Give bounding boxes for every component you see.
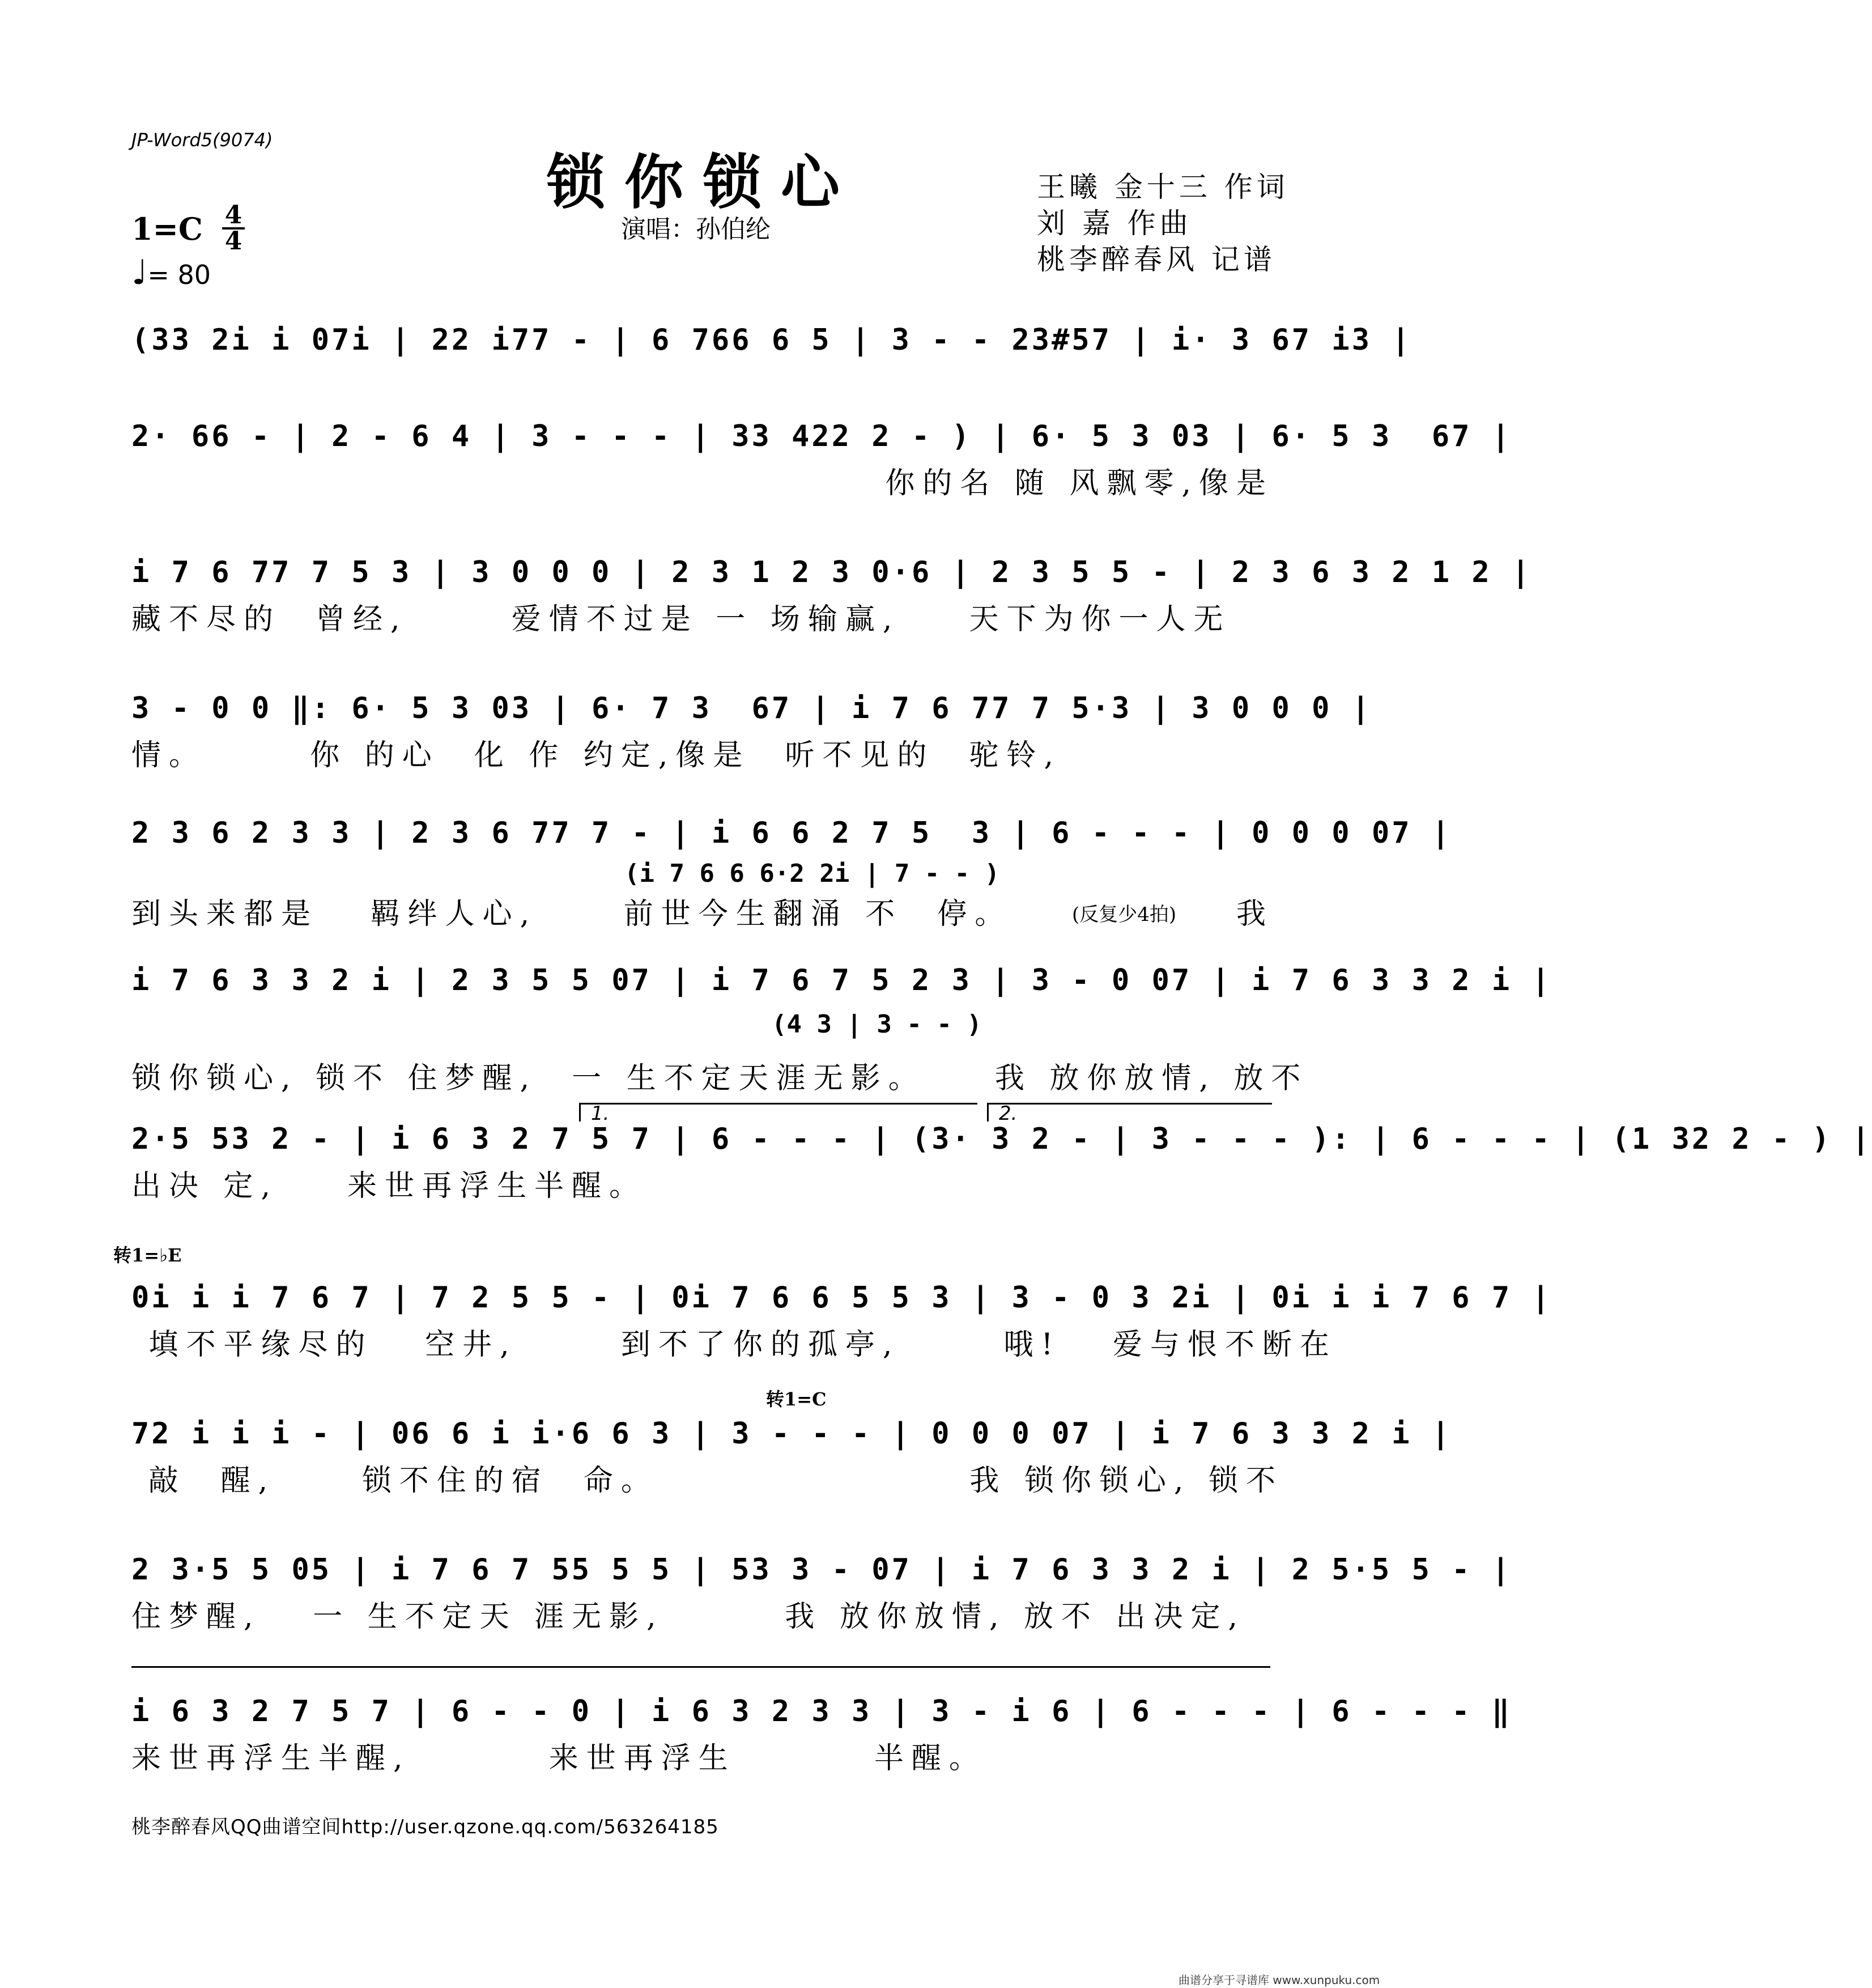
- notes-line: i 7 6 77 7 5 3 | 3 0 0 0 | 2 3 1 2 3 0·6 | 2 3 5 5 - | 2 3 6 3 2 1 2 |: [131, 555, 1532, 589]
- key-change-marking: 转1=C: [766, 1388, 827, 1410]
- lyrics-line: 住梦醒, 一 生不定天 涯无影, 我 放你放情, 放不 出决定,: [131, 1600, 1246, 1634]
- notes-line: 72 i i i - | 06 6 i i·6 6 3 | 3 - - - | 0 0 0 07 | i 7 6 3 3 2 i |: [131, 1417, 1452, 1451]
- lyrics-line: 来世再浮生半醒, 来世再浮生 半醒。: [131, 1741, 986, 1775]
- quarter-note-icon: ♩: [131, 253, 148, 292]
- repeat-note: (反复少4拍): [1072, 903, 1177, 926]
- composer-credit: 刘 嘉 作曲: [1037, 207, 1192, 240]
- notes-line: 3 - 0 0 ‖: 6· 5 3 03 | 6· 7 3 67 | i 7 6 77 7 5·3 | 3 0 0 0 |: [131, 691, 1372, 725]
- singer-label: 演唱：孙伯纶: [621, 215, 771, 244]
- lyrics-line: 藏不尽的 曾经, 爱情不过是 一 场输赢, 天下为你一人无: [131, 602, 1231, 636]
- lyrics-line: 敲 醒, 锁不住的宿 命。 我 锁你锁心, 锁不: [131, 1464, 1283, 1498]
- volta-1-label: 1.: [591, 1102, 610, 1125]
- watermark-text: 曲谱分享于寻谱库 www.xunpuku.com: [1178, 1973, 1380, 1987]
- key-signature: 1=C: [131, 211, 203, 247]
- time-signature-bottom: 4: [224, 227, 242, 256]
- notes-line: i 6 3 2 7 5 7 | 6 - - 0 | i 6 3 2 3 3 | 3 - i 6 | 6 - - - | 6 - - - ‖: [131, 1694, 1512, 1728]
- lyrics-line: 情。 你 的心 化 作 约定,像是 听不见的 驼铃,: [131, 738, 1061, 772]
- ending-bracket: [131, 1666, 1270, 1668]
- lyrics-line: 你的名 随 风飘零,像是: [885, 466, 1274, 500]
- footer-link-text: 桃李醉春风QQ曲谱空间http://user.qzone.qq.com/563264185: [131, 1816, 719, 1838]
- notes-line: (33 2i i 07i | 22 i77 - | 6 766 6 5 | 3 - - 23#57 | i· 3 67 i3 |: [131, 323, 1412, 357]
- tempo-value: = 80: [147, 260, 211, 290]
- lyrics-line: 出决 定, 来世再浮生半醒。: [131, 1169, 647, 1203]
- notes-line: 2· 66 - | 2 - 6 4 | 3 - - - | 33 422 2 - ) | 6· 5 3 03 | 6· 5 3 67 |: [131, 419, 1512, 453]
- credits: [1037, 169, 1289, 278]
- alternate-notes-line: (4 3 | 3 - - ): [772, 1010, 982, 1039]
- lyricist-credit: 王曦 金十三 作词: [1037, 171, 1289, 203]
- lyrics-line: 填不平缘尽的 空井, 到不了你的孤亭, 哦! 爱与恨不断在: [131, 1328, 1338, 1362]
- notes-line: 2 3 6 2 3 3 | 2 3 6 77 7 - | i 6 6 2 7 5 3 | 6 - - - | 0 0 0 07 |: [131, 816, 1452, 850]
- lyrics-line: 到头来都是 羁绊人心, 前世今生翻涌 不 停。: [131, 897, 1012, 931]
- alternate-notes-line: (i 7 6 6 6·2 2i | 7 - - ): [624, 859, 1000, 888]
- pickup-lyric: 我: [1236, 897, 1274, 931]
- song-title: 锁你锁心: [546, 147, 859, 217]
- key-change-marking: 转1=♭E: [113, 1244, 182, 1266]
- notes-line: i 7 6 3 3 2 i | 2 3 5 5 07 | i 7 6 7 5 2 3 | 3 - 0 07 | i 7 6 3 3 2 i |: [131, 963, 1552, 997]
- time-signature: [222, 201, 245, 256]
- notes-line: 2·5 53 2 - | i 6 3 2 7 5 7 | 6 - - - | (3· 3 2 - | 3 - - - ): | 6 - - - | (1 32 2 - ) |: [131, 1122, 1872, 1156]
- lyrics-line: 锁你锁心, 锁不 住梦醒, 一 生不定天涯无影。 我 放你放情, 放不: [131, 1061, 1309, 1095]
- transcriber-credit: 桃李醉春风 记谱: [1037, 243, 1276, 276]
- time-signature-top: 4: [224, 201, 242, 230]
- notes-line: 0i i i 7 6 7 | 7 2 5 5 - | 0i 7 6 6 5 5 3 | 3 - 0 3 2i | 0i i i 7 6 7 |: [131, 1281, 1552, 1315]
- software-label: JP-Word5(9074): [131, 129, 273, 151]
- tempo-marking: [131, 253, 211, 292]
- volta-2-label: 2.: [999, 1102, 1018, 1125]
- notes-line: 2 3·5 5 05 | i 7 6 7 55 5 5 | 53 3 - 07 | i 7 6 3 3 2 i | 2 5·5 5 - |: [131, 1553, 1512, 1587]
